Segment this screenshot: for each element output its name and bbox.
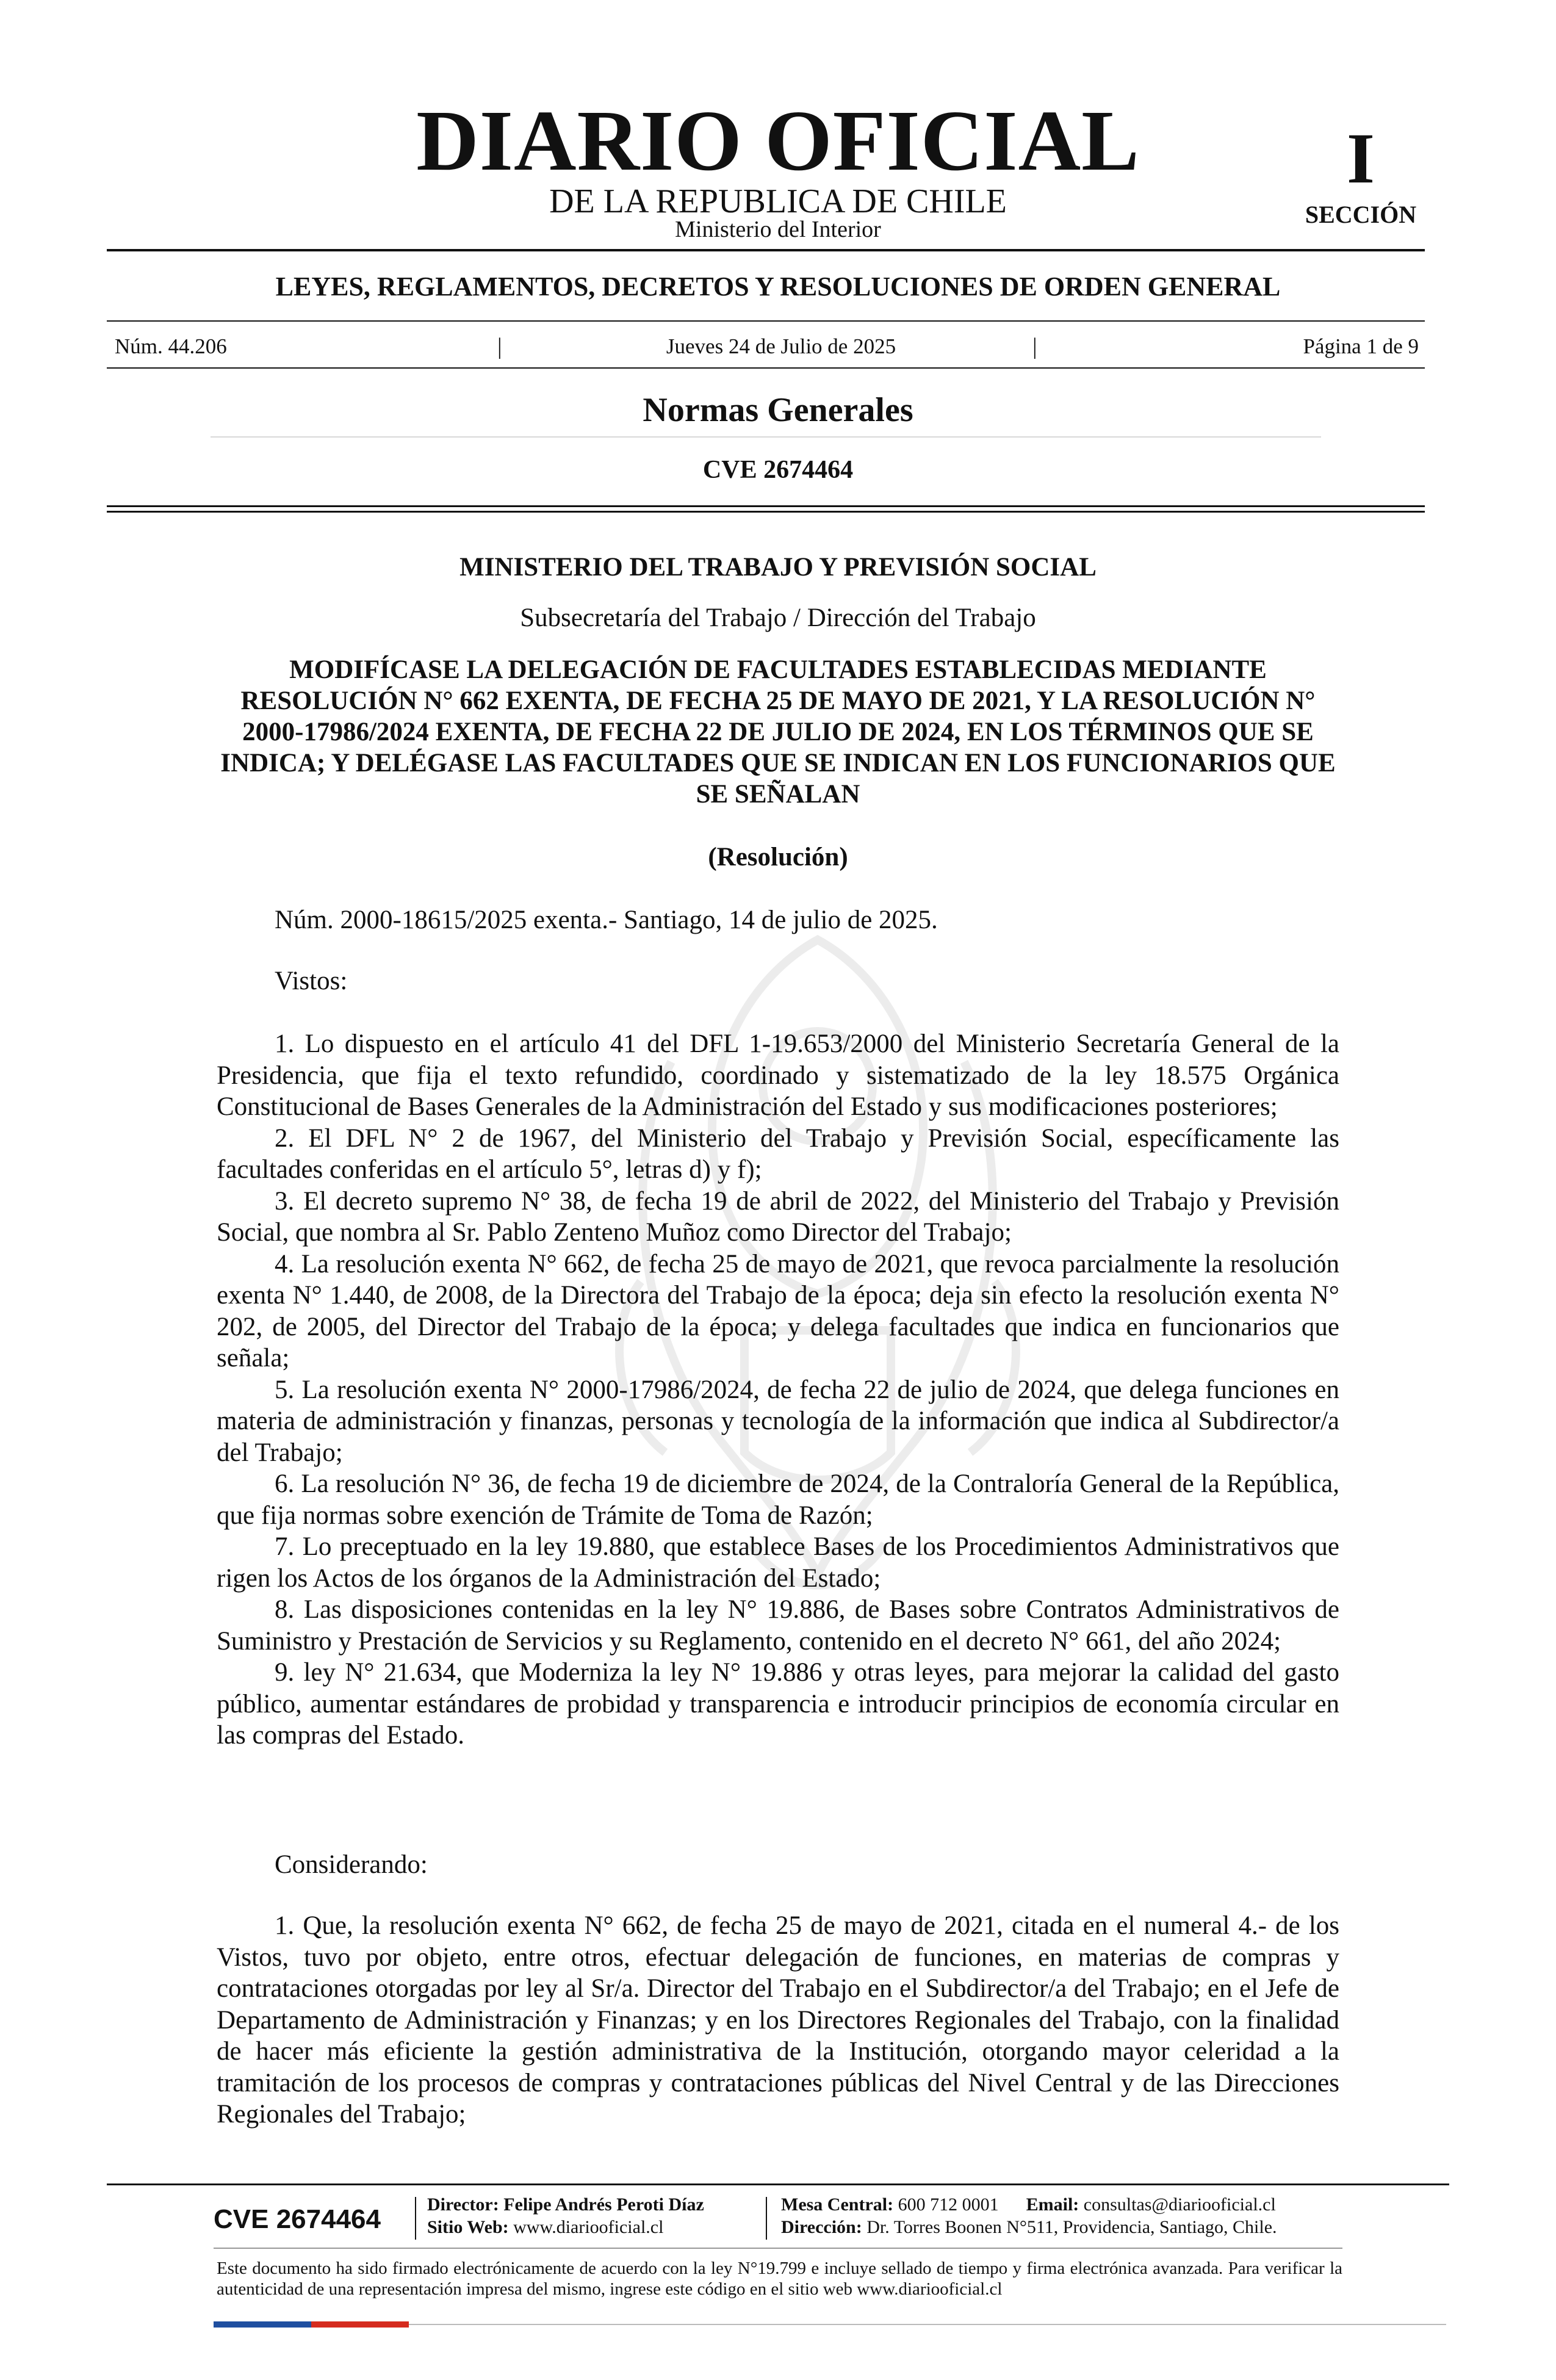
- mesa-label: Mesa Central:: [781, 2194, 894, 2215]
- meta-separator: |: [1032, 334, 1037, 359]
- considerando-label-block: [217, 1849, 1339, 1881]
- issue-date: Jueves 24 de Julio de 2025: [666, 334, 896, 358]
- banner-rule: [107, 320, 1425, 322]
- footer-contact: [781, 2194, 1276, 2216]
- section-heading: Normas Generales: [643, 391, 913, 429]
- number-line: Núm. 2000-18615/2025 exenta.- Santiago, 14 de julio de 2025.: [275, 906, 938, 934]
- footer-divider: [766, 2197, 767, 2240]
- section-number: I: [1347, 118, 1375, 198]
- director-name: Felipe Andrés Peroti Díaz: [503, 2194, 704, 2215]
- list-item: 2. El DFL N° 2 de 1967, del Ministerio del Trabajo y Previsión Social, específicamente las facultades conferidas en el artículo 5°, letras d) y f);: [217, 1123, 1339, 1184]
- list-item: 6. La resolución N° 36, de fecha 19 de diciembre de 2024, de la Contraloría General de la República, que fija normas sobre exención de Trámite de Toma de Razón;: [217, 1469, 1339, 1530]
- footer-director: [427, 2194, 704, 2216]
- flag-stripe-line: [409, 2324, 1446, 2325]
- considerando-list: [217, 1910, 1339, 2130]
- list-item: 9. ley N° 21.634, que Moderniza la ley N° 19.886 y otras leyes, para mejorar la calidad del gasto público, aumentar estándares de probidad y transparencia e introducir principios de economía circular en las compras del Estado.: [217, 1658, 1339, 1750]
- footer-cve: CVE 2674464: [214, 2204, 381, 2234]
- footer-divider: [415, 2197, 416, 2240]
- list-item: 7. Lo preceptuado en la ley 19.880, que establece Bases de los Procedimientos Administrativos que rigen los Actos de los órganos de la Administración del Estado;: [217, 1532, 1339, 1593]
- list-item: 5. La resolución exenta N° 2000-17986/2024, de fecha 22 de julio de 2024, que delega funciones en materia de administración y finanzas, personas y tecnología de la información que indica al Subdirector/a del Trabajo;: [217, 1375, 1339, 1467]
- heading-rule: [211, 436, 1321, 438]
- footer-legal-note: Este documento ha sido firmado electrónicamente de acuerdo con la ley N°19.799 e incluye sellado de tiempo y firma electrónica avanzada. Para verificar la autenticidad de una representación impresa del mismo, ingrese este código en el sitio web www.diariooficial.cl: [217, 2259, 1342, 2299]
- email-label: Email:: [1026, 2194, 1079, 2215]
- footer-note-rule: [214, 2248, 1342, 2249]
- website-label: Sitio Web:: [427, 2217, 509, 2237]
- flag-stripe-red: [311, 2321, 409, 2328]
- issue-number: Núm. 44.206: [115, 334, 227, 358]
- double-rule: [107, 505, 1425, 513]
- resolution-number-line: [217, 904, 1339, 936]
- meta-rule: [107, 367, 1425, 369]
- email-link[interactable]: consultas@diariooficial.cl: [1083, 2194, 1276, 2215]
- resolution-label: (Resolución): [708, 843, 848, 871]
- website-link[interactable]: www.diariooficial.cl: [513, 2217, 664, 2237]
- masthead-ministry: Ministerio del Interior: [675, 217, 881, 242]
- footer-website: [427, 2216, 663, 2238]
- director-label: Director:: [427, 2194, 499, 2215]
- vistos-list: [217, 1028, 1339, 1751]
- flag-stripe-blue: [214, 2321, 311, 2328]
- meta-separator: |: [497, 334, 502, 359]
- masthead-subtitle: DE LA REPUBLICA DE CHILE: [549, 182, 1007, 220]
- subsecretaria-line: Subsecretaría del Trabajo / Dirección del Trabajo: [520, 604, 1036, 632]
- laws-banner: LEYES, REGLAMENTOS, DECRETOS Y RESOLUCIONES DE ORDEN GENERAL: [275, 272, 1281, 301]
- masthead-title: DIARIO OFICIAL: [416, 92, 1140, 189]
- footer-address: [781, 2216, 1277, 2238]
- list-item: 4. La resolución exenta N° 662, de fecha 25 de mayo de 2021, que revoca parcialmente la resolución exenta N° 1.440, de 2008, de la Directora del Trabajo de la época; deja sin efecto la resolución exenta N° 202, de 2005, del Director del Trabajo de la época; y delega facultades que indica en funcionarios que señala;: [217, 1249, 1339, 1372]
- list-item: 1. Que, la resolución exenta N° 662, de fecha 25 de mayo de 2021, citada en el numeral 4.- de los Vistos, tuvo por objeto, entre otros, efectuar delegación de funciones, en materias de compras y contrataciones otorgadas por ley al Sr/a. Director del Trabajo en el Subdirector/a del Trabajo; en el Jefe de Departamento de Administración y Finanzas; y en los Directores Regionales del Trabajo, con la finalidad de hacer más eficiente la gestión administrativa de la Institución, otorgando mayor celeridad a la tramitación de los procesos de compras y contrataciones públicas del Nivel Central y de las Direcciones Regionales del Trabajo;: [217, 1911, 1339, 2129]
- resolution-title: MODIFÍCASE LA DELEGACIÓN DE FACULTADES ESTABLECIDAS MEDIANTE RESOLUCIÓN N° 662 EXENTA, DE FECHA 25 DE MAYO DE 2021, Y LA RESOLUCIÓN N° 2000-17986/2024 EXENTA, DE FECHA 22 DE JULIO DE 2024, EN LOS TÉRMINOS QUE SE INDICA; Y DELÉGASE LAS FACULTADES QUE SE INDICAN EN LOS FUNCIONARIOS QUE SE SEÑALAN: [220, 655, 1336, 809]
- ministry-heading: MINISTERIO DEL TRABAJO Y PREVISIÓN SOCIAL: [459, 553, 1097, 582]
- considerando-label: Considerando:: [275, 1850, 428, 1879]
- list-item: 8. Las disposiciones contenidas en la ley N° 19.886, de Bases sobre Contratos Administrativos de Suministro y Prestación de Servicios y su Reglamento, contenido en el decreto N° 661, del año 2024;: [217, 1595, 1339, 1656]
- address-text: Dr. Torres Boonen N°511, Providencia, Santiago, Chile.: [866, 2217, 1277, 2237]
- footer-rule: [107, 2183, 1449, 2185]
- masthead-rule: [107, 249, 1425, 251]
- mesa-phone: 600 712 0001: [898, 2194, 999, 2215]
- address-label: Dirección:: [781, 2217, 862, 2237]
- page-indicator: Página 1 de 9: [1303, 334, 1419, 358]
- list-item: 1. Lo dispuesto en el artículo 41 del DFL 1-19.653/2000 del Ministerio Secretaría General de la Presidencia, que fija el texto refundido, coordinado y sistematizado de la ley 18.575 Orgánica Constitucional de Bases Generales de la Administración del Estado y sus modificaciones posteriores;: [217, 1030, 1339, 1121]
- section-label: SECCIÓN: [1305, 201, 1417, 228]
- list-item: 3. El decreto supremo N° 38, de fecha 19 de abril de 2022, del Ministerio del Trabajo y Previsión Social, que nombra al Sr. Pablo Zenteno Muñoz como Director del Trabajo;: [217, 1186, 1339, 1247]
- vistos-label-block: [217, 965, 1339, 997]
- vistos-label: Vistos:: [275, 967, 348, 995]
- cve-code: CVE 2674464: [702, 456, 854, 484]
